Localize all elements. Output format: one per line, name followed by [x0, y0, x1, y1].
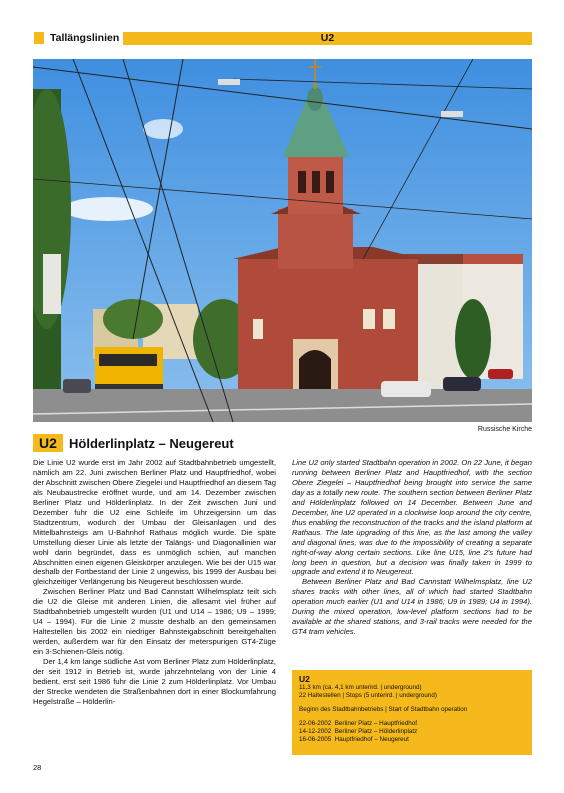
opening-event: 22-06-2002 Berliner Platz – Hauptfriedhof [299, 720, 417, 727]
english-paragraph: Between Berliner Platz and Bad Cannstatt Wilhelmsplatz, line U2 shares tracks with other lines, all of which had started Stadtbahn operation much earlier (U1 and U14 in 1986; U9 in 1989; U4 in 1994). During the mixed operation, low-level platform sections had to be available at the shared stations, and 3-rail tracks were needed for the GT4 tram vehicles. [292, 577, 532, 637]
line-badge: U2 [33, 434, 63, 452]
line-header-label: U2 [320, 32, 335, 44]
info-box-title: U2 [299, 674, 310, 684]
section-label: Tallängslinien [50, 32, 120, 44]
opening-event: 16-06-2005 Hauptfriedhof – Neugereut [299, 736, 409, 743]
article-title: Hölderlinplatz – Neugereut [69, 436, 234, 451]
german-paragraph: Zwischen Berliner Platz und Bad Cannstatt Wilhelmsplatz teilt sich die U2 die Gleise mit anderen Linien, die allesamt viel früher auf Stadtbahnbetrieb umgestellt wurden (U1 und U14 – 1986; U9 – 1999; U4 – 1994). Für die Linie 2 musste deshalb an den gemeinsamen Haltestellen bis 2002 ein niedriger Bahnsteigabschnitt bereitgehalten werden, außerdem war für den Einsatz der meterspurigen GT4-Züge ein 3-Schienen-Gleis nötig. [33, 587, 276, 657]
church-illustration [33, 59, 532, 422]
opening-event: 14-12-2002 Berliner Platz – Hölderlinplatz [299, 728, 418, 735]
section-marker [34, 32, 44, 44]
operation-start-heading: Beginn des Stadtbahnbetriebs | Start of Stadtbahn operation [299, 706, 468, 713]
page-number: 28 [33, 763, 42, 772]
german-text-column [33, 458, 276, 707]
english-paragraph: Line U2 only started Stadtbahn operation in 2002. On 22 June, it began running between Berliner Platz and Hauptfriedhof, with the section Obere Ziegelei – Hauptfriedhof being brought into service the same day as a totally new route. The southern section between Berliner Platz and Hölderlinplatz followed on 14 December. Between June and December, line U2 operated in a clockwise loop around the city centre, thus enabling the reconstruction of the tracks and the island platform at Rathaus. The late upgrading of this line, as the last among the valley and diagonal lines, was due to the impossibility of creating a separate right-of-way along certain sections. Like line U15, line 2's future had long been in question, but a decision was finally taken in 1999 to upgrade and extend it to Neugereut. [292, 458, 532, 577]
line-length: 11,3 km (ca. 4,1 km unterird. | underground) [299, 684, 422, 691]
photo-caption: Russische Kirche [477, 426, 532, 433]
church-photo [33, 59, 532, 422]
line-header-bar [123, 32, 532, 45]
line-info-box [292, 670, 532, 755]
german-paragraph: Der 1,4 km lange südliche Ast vom Berliner Platz zum Hölderlinplatz, der seit 1912 in Betrieb ist, wurde jahrzehntelang von der Linie 4 bedient, erst seit 1986 fuhr die Linie 2 zum Hölderlinplatz. Vor Umbau der Strecke wendeten die Straßenbahnen dort in einer Blockumfahrung Hegelstraße – Hölderlin- [33, 657, 276, 706]
german-paragraph: Die Linie U2 wurde erst im Jahr 2002 auf Stadtbahnbetrieb umgestellt, nämlich am 22. Juni zwischen Berliner Platz und Hauptfriedhof, wobei der Abschnitt zwischen Obere Ziegelei und Hauptfriedhof an diesem Tag als Neubaustrecke eröffnet wurde, und am 14. Dezember zwischen Berliner Platz und Hölderlinplatz. In der Zeit zwischen Juni und Dezember fuhr die U2 eine Schleife im Uhrzeigersinn um das Stadtzentrum, wodurch der Umbau der Gleisanlagen und des Mittelbahnsteigs am U-Bahnhof Rathaus möglich wurde. Die späte Umstellung dieser Linie als letzte der Talängs- und Diagonallinien war wohl darin begründet, dass es unmöglich schien, auf manchen Abschnitten einen eigenen Gleiskörper anzulegen. Wie bei der U15 war deshalb der Fortbestand der Linie 2 ungewiss, bis 1999 der Ausbau bei gleichzeitiger Verlängerung bis Neugereut beschlossen wurde. [33, 458, 277, 587]
english-text-column [292, 458, 532, 637]
stop-count: 22 Haltestellen | Stops (5 unterird. | underground) [299, 692, 438, 699]
